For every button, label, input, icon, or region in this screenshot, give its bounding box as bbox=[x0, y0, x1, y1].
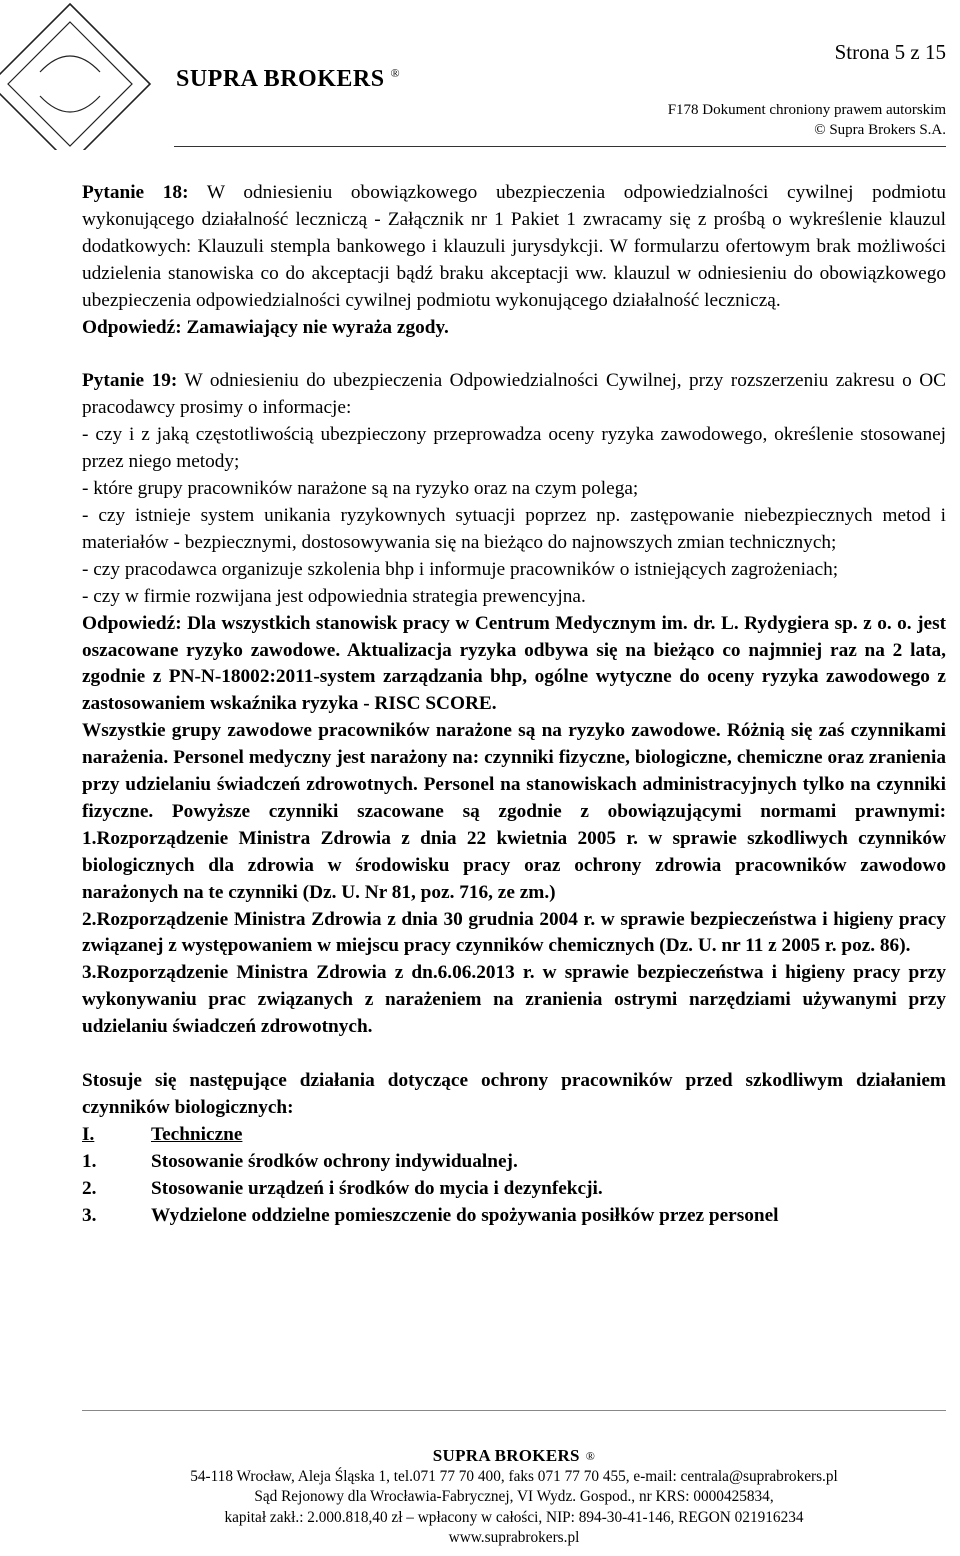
answer-18: Odpowiedź: Zamawiający nie wyraża zgody. bbox=[82, 316, 449, 338]
document-body bbox=[82, 180, 946, 1230]
measures-heading-text: Techniczne bbox=[151, 1123, 243, 1145]
copyright-note bbox=[668, 100, 946, 140]
answer-19-paragraph: 2.Rozporządzenie Ministra Zdrowia z dnia 30 grudnia 2004 r. w sprawie bezpieczeństwa i higieny pracy związanej z występowaniem w miejscu pracy czynników chemicznych (Dz. U. nr 11 z 2005 r. poz. 86). bbox=[82, 908, 946, 957]
question-19-bullet: - czy w firmie rozwijana jest odpowiednia strategia prewencyjna. bbox=[82, 585, 586, 607]
measures-intro: Stosuje się następujące działania dotyczące ochrony pracowników przed szkodliwym działaniem czynników biologicznych: bbox=[82, 1070, 946, 1118]
question-19-bullet: - czy i z jaką częstotliwością ubezpieczony przeprowadza oceny ryzyka zawodowego, określenie stosowanej przez niego metody; bbox=[82, 424, 946, 473]
measure-text: Wydzielone oddzielne pomieszczenie do spożywania posiłków przez personel bbox=[151, 1204, 779, 1226]
measures-heading bbox=[82, 1122, 946, 1149]
question-19-bullet: - które grupy pracowników narażone są na ryzyko oraz na czym polega; bbox=[82, 478, 639, 500]
answer-19-paragraph: Wszystkie grupy zawodowe pracowników narażone są na ryzyko zawodowe. Różnią się zaś czynnikami narażenia. Personel medyczny jest narażony na: czynniki fizyczne, biologiczne, chemiczne oraz zranienia przy udzielaniu świadczeń zdrowotnych. Personel na stanowiskach administracyjnych tylko na czynniki fizyczne. Powyższe czynniki szacowane są zgodnie z obowiązującymi normami prawnymi: 1.Rozporządzenie Ministra Zdrowia z dnia 22 kwietnia 2005 r. w sprawie szkodliwych czynników biologicznych dla zdrowia w środowisku pracy oraz ochrony zdrowia pracowników zawodowo narażonych na te czynniki (Dz. U. Nr 81, poz. 716, ze zm.) bbox=[82, 720, 946, 903]
footer-brand bbox=[82, 1446, 946, 1467]
question-19-bullet: - czy istnieje system unikania ryzykownych sytuacji poprzez np. zastępowanie niebezpiecznych metod i materiałów - bezpiecznymi, dostosowywania się na bieżąco do najnowszych zmian technicznych; bbox=[82, 504, 946, 553]
measure-item bbox=[82, 1176, 946, 1203]
footer-registered-mark: ® bbox=[585, 1449, 596, 1463]
page-number: Strona 5 z 15 bbox=[834, 40, 946, 64]
measure-number: 1. bbox=[82, 1150, 97, 1172]
question-18-label: Pytanie 18: bbox=[82, 182, 189, 203]
footer-brand-name: SUPRA BROKERS bbox=[432, 1446, 580, 1465]
brand-name: SUPRA BROKERS bbox=[176, 66, 385, 92]
measures-heading-number: I. bbox=[82, 1123, 95, 1145]
measure-text: Stosowanie środków ochrony indywidualnej. bbox=[151, 1150, 518, 1172]
measure-number: 2. bbox=[82, 1177, 97, 1199]
question-18-text: W odniesieniu obowiązkowego ubezpieczenia odpowiedzialności cywilnej podmiotu wykonującego działalność leczniczą - Załącznik nr 1 Pakiet 1 zwracamy się z prośbą o wykreślenie klauzul dodatkowych: Klauzuli stempla bankowego i klauzuli jurysdykcji. W formularzu ofertowym brak możliwości udzielenia stanowiska co do akceptacji bądź braku akceptacji ww. klauzul w odniesieniu do obowiązkowego ubezpieczenia odpowiedzialności cywilnej podmiotu wykonującego działalność leczniczą. bbox=[82, 182, 947, 311]
measure-item bbox=[82, 1149, 946, 1176]
brand-title bbox=[176, 66, 400, 93]
footer-address: 54-118 Wrocław, Aleja Śląska 1, tel.071 77 70 400, faks 071 77 70 455, e-mail: centrala@suprabrokers.pl bbox=[190, 1467, 838, 1485]
copyright-owner: © Supra Brokers S.A. bbox=[814, 122, 946, 138]
question-18 bbox=[82, 180, 946, 315]
question-19 bbox=[82, 368, 946, 422]
measure-item bbox=[82, 1203, 946, 1230]
answer-19-paragraph: 3.Rozporządzenie Ministra Zdrowia z dn.6.06.2013 r. w sprawie bezpieczeństwa i higieny pracy przy wykonywaniu prac związanych z narażeniem na zranienia ostrymi narzędziami używanymi przy udzielaniu świadczeń zdrowotnych. bbox=[82, 962, 946, 1038]
protected-document-note: F178 Dokument chroniony prawem autorskim bbox=[667, 102, 946, 118]
header-divider bbox=[174, 146, 946, 147]
measure-number: 3. bbox=[82, 1204, 97, 1226]
footer-website: www.suprabrokers.pl bbox=[448, 1529, 580, 1546]
measures-list bbox=[82, 1122, 946, 1230]
supra-brokers-logo bbox=[0, 0, 180, 150]
question-19-text: W odniesieniu do ubezpieczenia Odpowiedzialności Cywilnej, przy rozszerzeniu zakresu o OC pracodawcy prosimy o informacje: bbox=[82, 370, 947, 419]
question-19-label: Pytanie 19: bbox=[82, 370, 178, 392]
answer-19-paragraph: Odpowiedź: Dla wszystkich stanowisk pracy w Centrum Medycznym im. dr. L. Rydygiera sp. z o. o. jest oszacowane ryzyko zawodowe. Aktualizacja ryzyka odbywa się na bieżąco co najmniej raz na 2 lata, zgodnie z PN-N-18002:2011-system zarządzania bhp, ogólne wytyczne do oceny ryzyka zawodowego z zastosowaniem wskaźnika ryzyka - RISC SCORE. bbox=[82, 612, 946, 715]
footer-capital-tax-ids: kapitał zakł.: 2.000.818,40 zł – wpłacony w całości, NIP: 894-30-41-146, REGON 021916234 bbox=[224, 1508, 804, 1526]
registered-mark: ® bbox=[390, 66, 401, 80]
footer-court-registration: Sąd Rejonowy dla Wrocławia-Fabrycznej, VI Wydz. Gospod., nr KRS: 0000425834, bbox=[254, 1488, 774, 1505]
footer-divider bbox=[82, 1410, 946, 1411]
page-footer bbox=[82, 1446, 946, 1549]
measure-text: Stosowanie urządzeń i środków do mycia i dezynfekcji. bbox=[151, 1177, 603, 1199]
question-19-bullet: - czy pracodawca organizuje szkolenia bhp i informuje pracowników o istniejących zagrożeniach; bbox=[82, 558, 839, 580]
